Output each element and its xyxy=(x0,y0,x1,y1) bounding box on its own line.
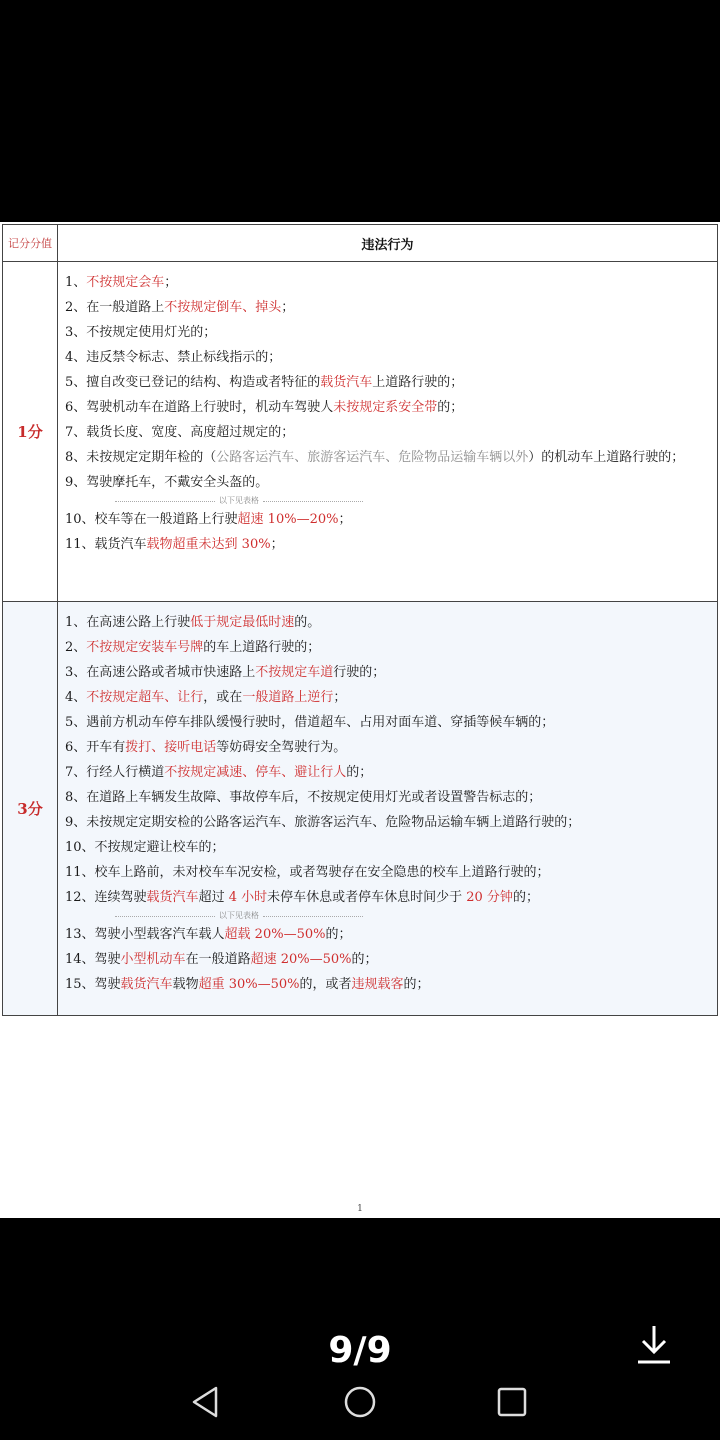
violation-item xyxy=(65,470,711,495)
item-text: 的； xyxy=(403,977,430,992)
page-number: 1 xyxy=(357,1204,363,1214)
violation-item xyxy=(65,270,711,295)
highlighted-text: 4 小时 xyxy=(228,890,268,905)
item-text: 1、 xyxy=(65,275,87,290)
highlighted-text: 拨打、接听电话 xyxy=(125,740,217,755)
highlighted-text: 不按规定超车、让行 xyxy=(86,690,204,705)
violation-item xyxy=(65,507,711,532)
item-text: 9、未按规定定期安检的公路客运汽车、旅游客运汽车、危险物品运输车辆上道路行驶的； xyxy=(65,815,581,830)
item-text: 11、校车上路前，未对校车车况安检，或者驾驶存在安全隐患的校车上道路行驶的； xyxy=(65,865,550,880)
item-text: 3、在高速公路或者城市快速路上 xyxy=(65,665,256,680)
table-note-separator xyxy=(115,910,711,922)
item-text: 7、行经人行横道 xyxy=(65,765,165,780)
violation-item xyxy=(65,320,711,345)
item-text: 12、连续驾驶 xyxy=(65,890,147,905)
item-text: 未停车休息或者停车休息时间少于 xyxy=(267,890,467,905)
item-text: 1、在高速公路上行驶 xyxy=(65,615,191,630)
highlighted-text: 未按规定系安全带 xyxy=(333,400,438,415)
item-text: 11、载货汽车 xyxy=(65,537,147,552)
item-text: ； xyxy=(338,512,352,527)
violation-item xyxy=(65,947,711,972)
item-text: 6、开车有 xyxy=(65,740,126,755)
item-text: 等妨碍安全驾驶行为。 xyxy=(216,740,347,755)
highlighted-text: 不按规定会车 xyxy=(86,275,165,290)
page-counter: 9/9 xyxy=(328,1330,392,1371)
score-cell: 1分 xyxy=(3,262,58,602)
item-text: 15、驾驶 xyxy=(65,977,121,992)
item-text: 5、遇前方机动车停车排队缓慢行驶时，借道超车、占用对面车道、穿插等候车辆的； xyxy=(65,715,555,730)
item-text: 2、 xyxy=(65,640,87,655)
item-text: 4、 xyxy=(65,690,87,705)
violation-item xyxy=(65,660,711,685)
violation-item xyxy=(65,735,711,760)
violation-item xyxy=(65,710,711,735)
violation-points-table xyxy=(2,224,718,1016)
item-text: 的车上道路行驶的； xyxy=(203,640,321,655)
item-text: 8、在道路上车辆发生故障、事故停车后，不按规定使用灯光或者设置警告标志的； xyxy=(65,790,542,805)
separator-label: 以下见表格 xyxy=(219,496,259,505)
table-note-separator xyxy=(115,495,711,507)
item-text: 公路客运汽车、旅游客运汽车、危险物品运输车辆以外 xyxy=(216,450,529,465)
score-cell: 3分 xyxy=(3,602,58,1016)
highlighted-text: 不按规定减速、停车、避让行人 xyxy=(164,765,347,780)
violation-item xyxy=(65,395,711,420)
table-row-group-1 xyxy=(3,262,718,602)
violation-item xyxy=(65,685,711,710)
item-text: 的； xyxy=(437,400,464,415)
highlighted-text: 一般道路上逆行 xyxy=(242,690,334,705)
header-violation-column: 违法行为 xyxy=(58,225,718,262)
item-text: 4、违反禁令标志、禁止标线指示的； xyxy=(65,350,282,365)
highlighted-text: 小型机动车 xyxy=(120,952,186,967)
violation-item xyxy=(65,785,711,810)
highlighted-text: 载物超重未达到 30% xyxy=(146,537,271,552)
item-text: 的，或者 xyxy=(299,977,352,992)
violation-item xyxy=(65,835,711,860)
item-text: 14、驾驶 xyxy=(65,952,121,967)
header-score-column: 记分分值 xyxy=(3,225,58,262)
item-text: ； xyxy=(164,275,178,290)
violation-item xyxy=(65,345,711,370)
item-text: 3、不按规定使用灯光的； xyxy=(65,325,217,340)
violation-list xyxy=(58,602,718,1016)
item-text: 的； xyxy=(512,890,539,905)
highlighted-text: 超重 30%—50% xyxy=(198,977,300,992)
item-text: 9、驾驶摩托车，不戴安全头盔的。 xyxy=(65,475,269,490)
highlighted-text: 不按规定安装车号牌 xyxy=(86,640,204,655)
violation-item xyxy=(65,635,711,660)
highlighted-text: 不按规定车道 xyxy=(255,665,334,680)
violation-item xyxy=(65,445,711,470)
highlighted-text: 超速 10%—20% xyxy=(237,512,339,527)
violation-item xyxy=(65,532,711,557)
highlighted-text: 违规载客 xyxy=(351,977,404,992)
violation-item xyxy=(65,370,711,395)
item-text: 的； xyxy=(346,765,373,780)
item-text: 2、在一般道路上 xyxy=(65,300,165,315)
violation-item xyxy=(65,295,711,320)
item-text: 上道路行驶的； xyxy=(372,375,464,390)
navigation-bar xyxy=(0,1372,720,1428)
item-text: ，或在 xyxy=(203,690,243,705)
highlighted-text: 低于规定最低时速 xyxy=(190,615,295,630)
item-text: 5、擅自改变已登记的结构、构造或者特征的 xyxy=(65,375,321,390)
item-text: 13、驾驶小型载客汽车载人 xyxy=(65,927,225,942)
violation-item xyxy=(65,860,711,885)
item-text: 行驶的； xyxy=(333,665,386,680)
item-text: 的； xyxy=(351,952,378,967)
violation-list xyxy=(58,262,718,602)
table-header-row xyxy=(3,225,718,262)
highlighted-text: 超速 20%—50% xyxy=(250,952,352,967)
item-text: 的。 xyxy=(294,615,321,630)
item-text: 7、载货长度、宽度、高度超过规定的； xyxy=(65,425,295,440)
highlighted-text: 超载 20%—50% xyxy=(224,927,326,942)
highlighted-text: 不按规定倒车、掉头 xyxy=(164,300,282,315)
item-text: ； xyxy=(270,537,284,552)
separator-label: 以下见表格 xyxy=(219,911,259,920)
item-text: 10、校车等在一般道路上行驶 xyxy=(65,512,238,527)
home-circle-icon[interactable] xyxy=(340,1382,380,1422)
violation-item xyxy=(65,885,711,910)
item-text: ）的机动车上道路行驶的； xyxy=(528,450,685,465)
violation-item xyxy=(65,972,711,997)
violation-item xyxy=(65,760,711,785)
highlighted-text: 载货汽车 xyxy=(320,375,373,390)
download-icon[interactable] xyxy=(634,1322,674,1366)
item-text: ； xyxy=(333,690,347,705)
violation-item xyxy=(65,810,711,835)
highlighted-text: 20 分钟 xyxy=(466,890,513,905)
item-text: 6、驾驶机动车在道路上行驶时，机动车驾驶人 xyxy=(65,400,334,415)
back-triangle-icon[interactable] xyxy=(186,1382,226,1422)
item-text: 在一般道路 xyxy=(185,952,251,967)
item-text: 载物 xyxy=(172,977,199,992)
violation-item xyxy=(65,610,711,635)
table-row-group-2 xyxy=(3,602,718,1016)
item-text: 超过 xyxy=(198,890,229,905)
item-text: 的； xyxy=(325,927,352,942)
item-text: ； xyxy=(281,300,295,315)
highlighted-text: 载货汽车 xyxy=(120,977,173,992)
highlighted-text: 载货汽车 xyxy=(146,890,199,905)
item-text: 10、不按规定避让校车的； xyxy=(65,840,225,855)
violation-item xyxy=(65,922,711,947)
document-page xyxy=(0,222,720,1218)
recents-square-icon[interactable] xyxy=(492,1382,532,1422)
violation-item xyxy=(65,420,711,445)
item-text: 8、未按规定定期年检的（ xyxy=(65,450,217,465)
